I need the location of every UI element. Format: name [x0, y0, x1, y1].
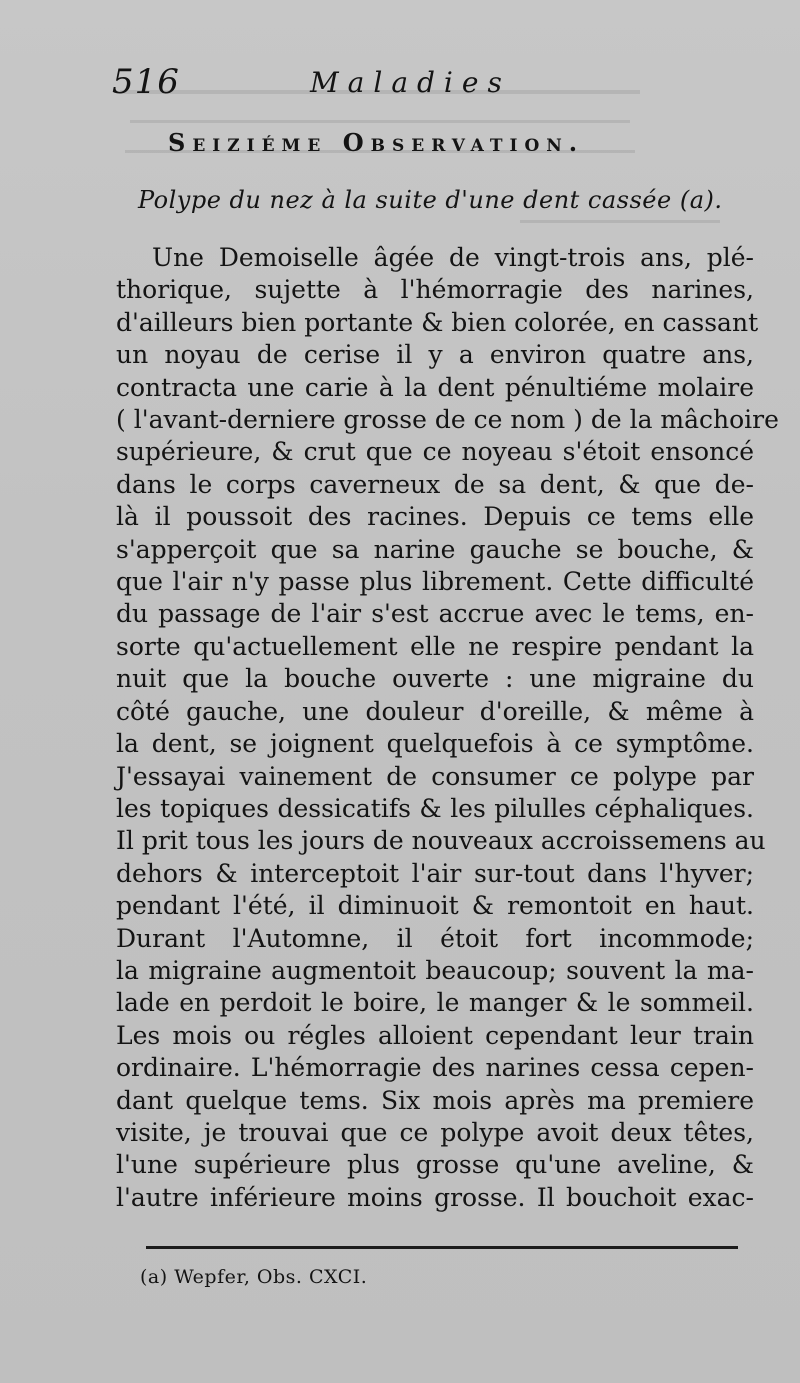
text-line: contracta une carie à la dent pénultiéme molaire: [116, 372, 754, 402]
observation-subtitle: Polype du nez à la suite d'une dent cassée (a).: [138, 186, 723, 214]
running-header: [112, 62, 762, 102]
text-line: lade en perdoit le boire, le manger & le sommeil.: [116, 988, 754, 1018]
text-line: nuit que la bouche ouverte : une migraine du: [116, 664, 754, 694]
text-line: dans le corps caverneux de sa dent, & que de-: [116, 469, 754, 499]
text-line: là il poussoit des racines. Depuis ce tems elle: [116, 502, 754, 532]
text-line: la migraine augmentoit beaucoup; souvent la ma-: [116, 955, 754, 985]
text-line: les topiques dessicatifs & les pilulles céphaliques.: [116, 793, 754, 823]
text-line: J'essayai vainement de consumer ce polype par: [116, 761, 754, 791]
section-title: Seiziéme Observation.: [168, 128, 585, 157]
text-line: dehors & interceptoit l'air sur-tout dans l'hyver;: [116, 858, 754, 888]
text-line: Les mois ou régles alloient cependant leur train: [116, 1020, 754, 1050]
text-line: sorte qu'actuellement elle ne respire pendant la: [116, 631, 754, 661]
text-line: d'ailleurs bien portante & bien colorée, en cassant: [116, 307, 759, 337]
text-line: la dent, se joignent quelquefois à ce symptôme.: [116, 729, 754, 759]
text-line: visite, je trouvai que ce polype avoit deux têtes,: [116, 1117, 754, 1147]
running-head-title: Maladies: [310, 66, 511, 99]
text-line: côté gauche, une douleur d'oreille, & même à: [116, 696, 754, 726]
text-line: pendant l'été, il diminuoit & remontoit en haut.: [116, 891, 754, 921]
footnote: (a) Wepfer, Obs. CXCI.: [140, 1266, 368, 1288]
text-line: Il prit tous les jours de nouveaux accroissemens au: [116, 826, 766, 856]
text-line: l'une supérieure plus grosse qu'une aveline, &: [116, 1150, 754, 1180]
page-number: 516: [112, 62, 180, 102]
text-line: du passage de l'air s'est accrue avec le tems, en-: [116, 599, 754, 629]
text-line: s'apperçoit que sa narine gauche se bouche, &: [116, 534, 754, 564]
text-line: thorique, sujette à l'hémorragie des narines,: [116, 275, 754, 305]
text-line: ordinaire. L'hémorragie des narines cessa cepen-: [116, 1053, 754, 1083]
text-line: supérieure, & crut que ce noyeau s'étoit ensoncé: [116, 437, 754, 467]
text-line: que l'air n'y passe plus librement. Cette difficulté: [116, 567, 754, 597]
footnote-rule: [146, 1246, 738, 1249]
text-line: Une Demoiselle âgée de vingt-trois ans, plé-: [152, 243, 754, 272]
text-line: un noyau de cerise il y a environ quatre ans,: [116, 340, 754, 370]
text-line: dant quelque tems. Six mois après ma premiere: [116, 1085, 754, 1115]
text-line: ( l'avant-derniere grosse de ce nom ) de la mâchoire: [116, 405, 779, 435]
text-line: l'autre inférieure moins grosse. Il bouchoit exac-: [116, 1182, 754, 1212]
body-text: [116, 242, 779, 1214]
text-line: Durant l'Automne, il étoit fort incommode;: [116, 923, 754, 953]
